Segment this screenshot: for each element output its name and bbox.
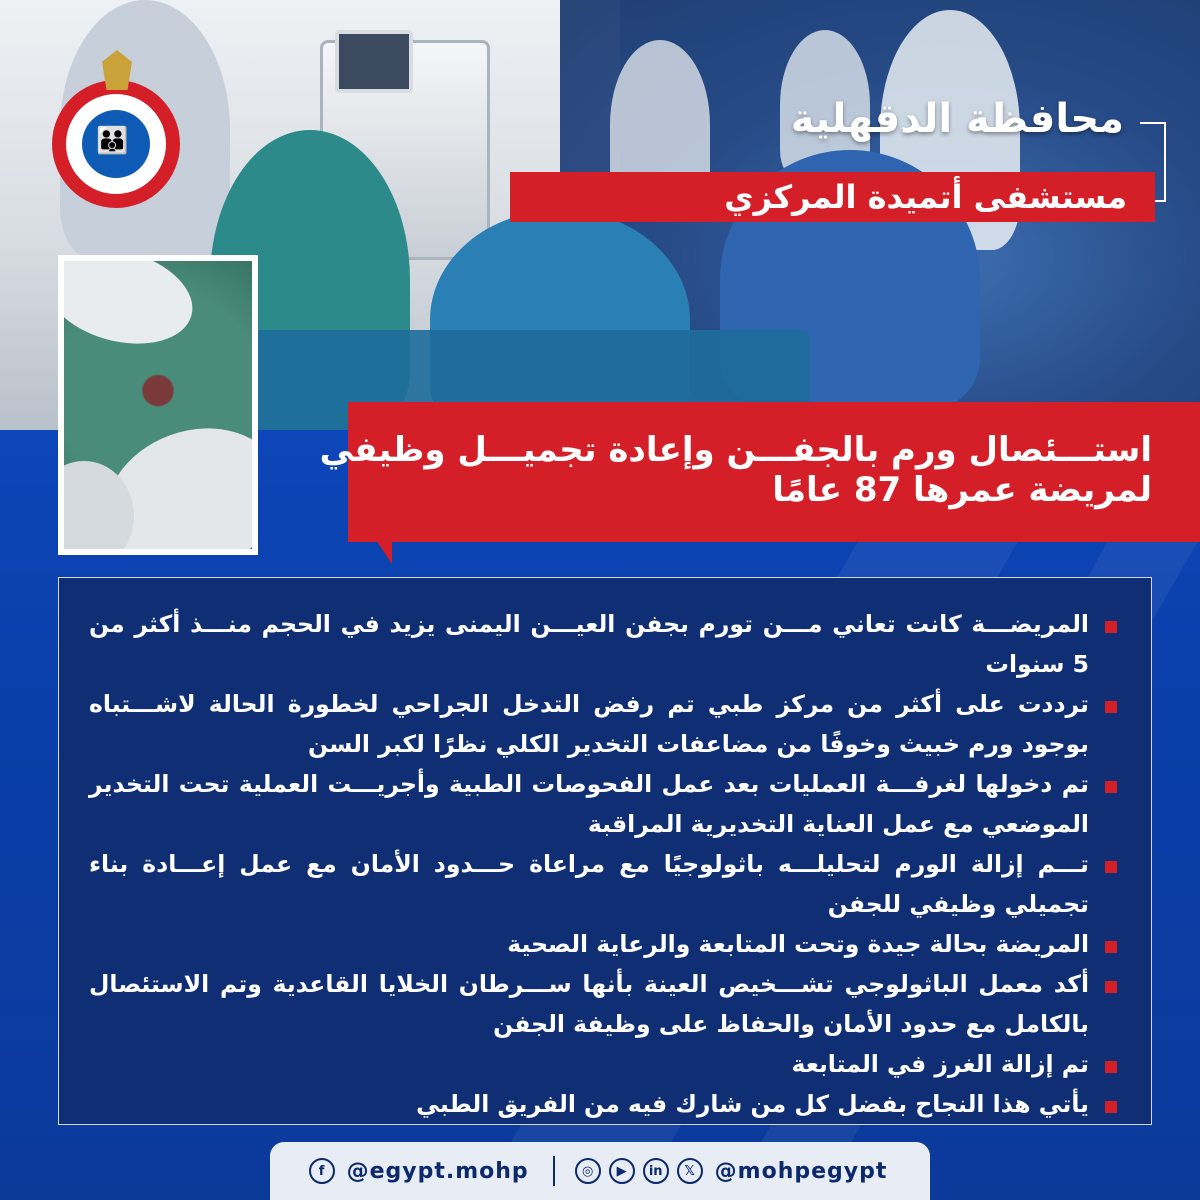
list-item: تم إزالة الغرز في المتابعة xyxy=(89,1044,1117,1084)
instagram-icon[interactable]: ◎ xyxy=(575,1158,601,1184)
headline-line-2: لمريضة عمرها 87 عامًا xyxy=(772,470,1152,510)
bullet-icon xyxy=(1105,861,1117,873)
headline-box xyxy=(319,402,1200,542)
list-item: المريضـــة كانت تعاني مـــن تورم بجفن العيـــن اليمنى يزيد في الحجم منـــذ أكثر من 5 سنوات xyxy=(89,604,1117,684)
linkedin-icon[interactable]: in xyxy=(643,1158,669,1184)
bullet-icon xyxy=(1105,621,1117,633)
eagle-icon xyxy=(102,50,132,90)
details-box xyxy=(58,577,1152,1125)
bullet-icon xyxy=(1105,981,1117,993)
list-item: تـــم إزالة الورم لتحليلـــه باثولوجيًا مع مراعاة حـــدود الأمان مع عمل إعـــادة بناء تجميلي وظيفي للجفن xyxy=(89,844,1117,924)
list-item: يأتي هذا النجاح بفضل كل من شارك فيه من الفريق الطبي xyxy=(89,1084,1117,1124)
surgery-inset-photo xyxy=(58,255,258,555)
bullet-icon xyxy=(1105,941,1117,953)
governorate-title: محافظة الدقهلية xyxy=(790,96,1124,142)
hospital-title: مستشفى أتميدة المركزي xyxy=(510,172,1155,222)
list-item: المريضة بحالة جيدة وتحت المتابعة والرعاية الصحية xyxy=(89,924,1117,964)
list-item: أكد معمل الباثولوجي تشـــخيص العينة بأنها ســـرطان الخلايا القاعدية وتم الاستئصال بالكامل مع حدود الأمان والحفاظ على وظيفة الجفن xyxy=(89,964,1117,1044)
headline-line-1: استـــئصال ورم بالجفـــن وإعادة تجميـــل وظيفي xyxy=(319,430,1152,470)
x-icon[interactable]: 𝕏 xyxy=(677,1158,703,1184)
facebook-icon[interactable]: f xyxy=(309,1158,335,1184)
divider xyxy=(553,1156,555,1186)
bullet-icon xyxy=(1105,1101,1117,1113)
youtube-icon[interactable]: ▶ xyxy=(609,1158,635,1184)
headline-tail xyxy=(376,540,392,564)
social-bar xyxy=(270,1142,930,1200)
ministry-logo xyxy=(52,50,182,200)
list-item: ترددت على أكثر من مركز طبي تم رفض التدخل الجراحي لخطورة الحالة لاشـــتباه بوجود ورم خبيث وخوفًا من مضاعفات التخدير الكلي نظرًا لكبر السن xyxy=(89,684,1117,764)
facebook-handle[interactable]: @egypt.mohp xyxy=(346,1158,529,1184)
list-item: تم دخولها لغرفـــة العمليات بعد عمل الفحوصات الطبية وأجريـــت العملية تحت التخدير الموضعي مع عمل العناية التخديرية المراقبة xyxy=(89,764,1117,844)
bullet-icon xyxy=(1105,1061,1117,1073)
bullet-icon xyxy=(1105,781,1117,793)
family-icon: 👪 xyxy=(96,126,129,156)
bullet-icon xyxy=(1105,701,1117,713)
social-handle[interactable]: @mohpegypt xyxy=(714,1158,888,1184)
